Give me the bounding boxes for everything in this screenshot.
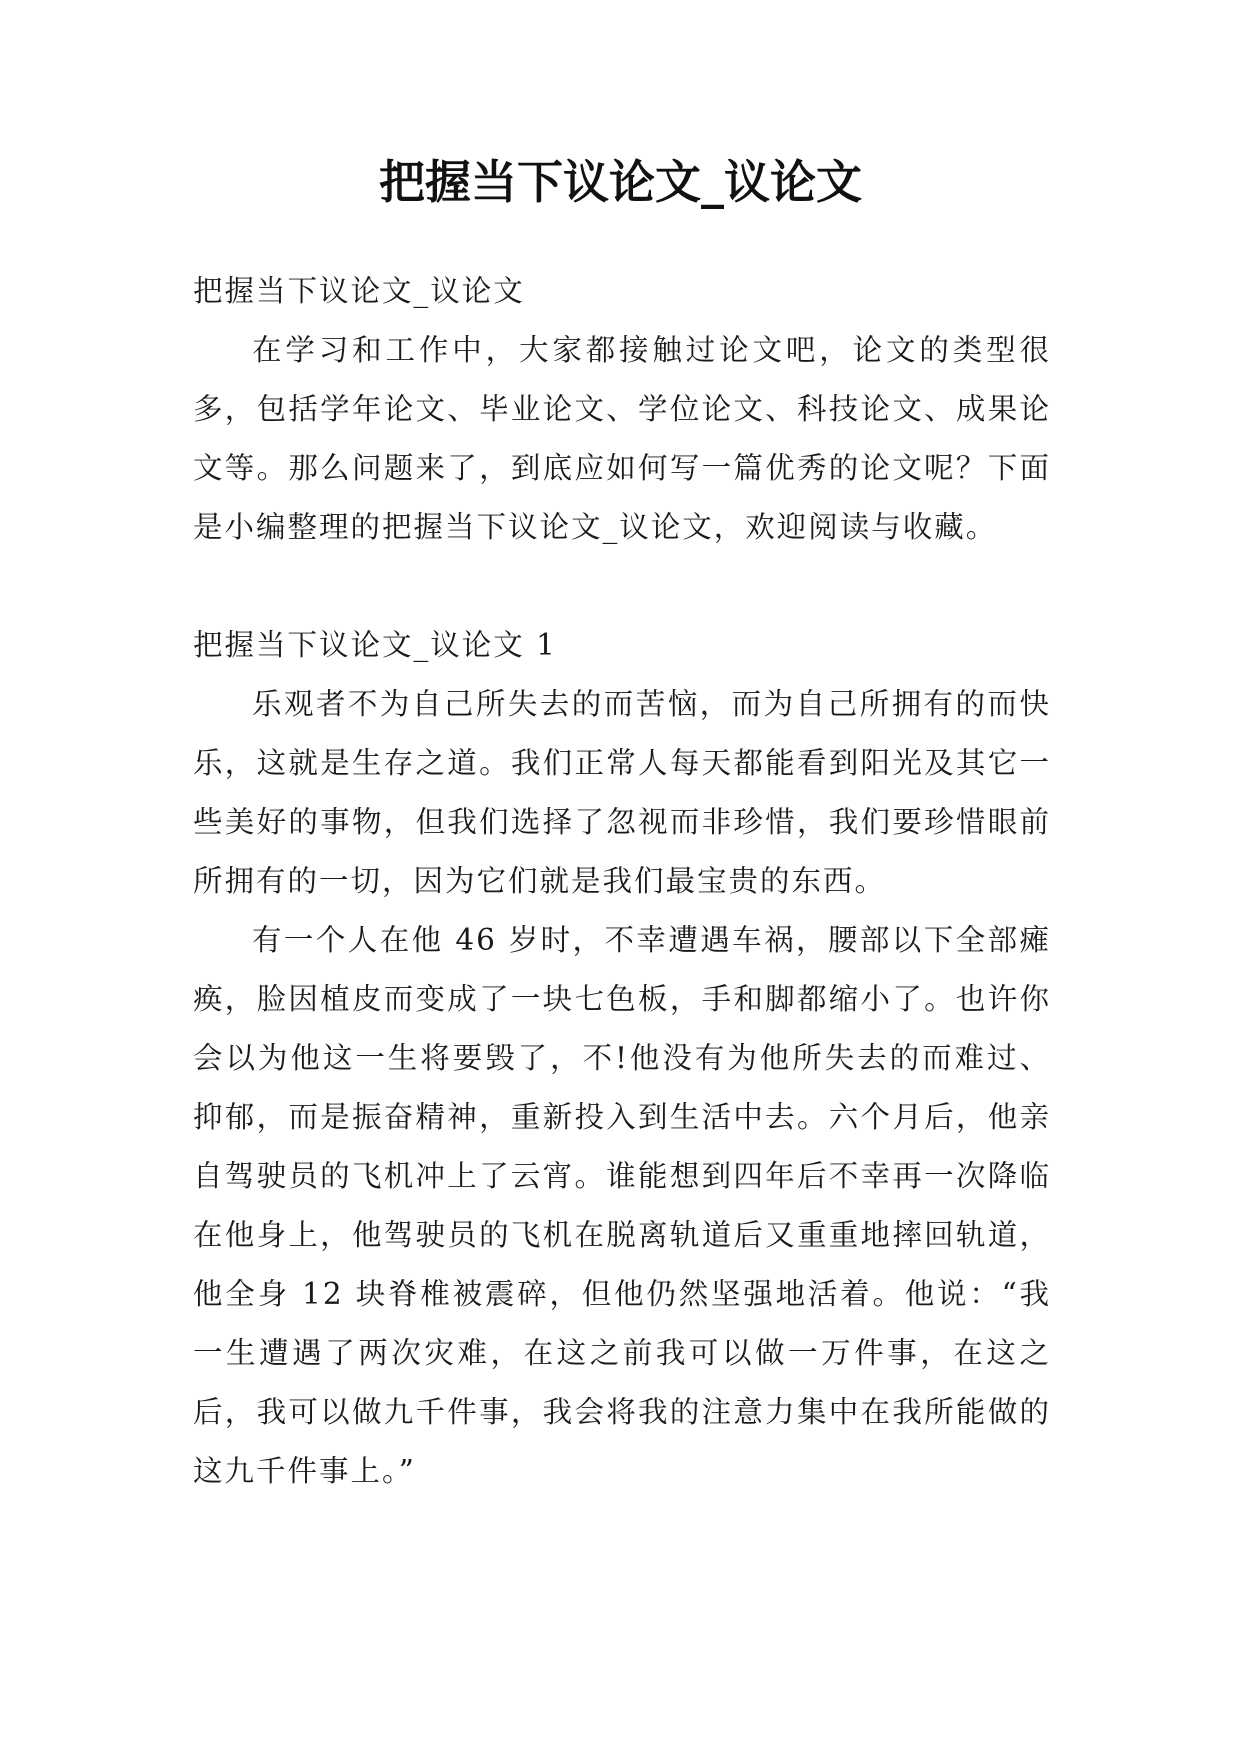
section-paragraph-2: 有一个人在他 46 岁时，不幸遭遇车祸，腰部以下全部瘫痪，脸因植皮而变成了一块七色板，手和脚都缩小了。也许你会以为他这一生将要毁了，不!他没有为他所失去的而难过、抑郁，而是振奋精神，重新投入到生活中去。六个月后，他亲自驾驶员的飞机冲上了云宵。谁能想到四年后不幸再一次降临在他身上，他驾驶员的飞机在脱离轨道后又重重地摔回轨道，他全身 12 块脊椎被震碎，但他仍然坚强地活着。他说：“我一生遭遇了两次灾难，在这之前我可以做一万件事，在这之后，我可以做九千件事，我会将我的注意力集中在我所能做的这九千件事上。”	[193, 923, 1051, 1488]
intro-paragraph: 在学习和工作中，大家都接触过论文吧，论文的类型很多，包括学年论文、毕业论文、学位论文、科技论文、成果论文等。那么问题来了，到底应如何写一篇优秀的论文呢？下面是小编整理的把握当下议论文_议论文，欢迎阅读与收藏。	[193, 333, 1051, 544]
document-heading: 把握当下议论文_议论文	[193, 274, 525, 308]
document-body	[193, 262, 1051, 1501]
document-title: 把握当下议论文_议论文	[379, 155, 862, 209]
section-paragraph-1: 乐观者不为自己所失去的而苦恼，而为自己所拥有的而快乐，这就是生存之道。我们正常人每天都能看到阳光及其它一些美好的事物，但我们选择了忽视而非珍惜，我们要珍惜眼前所拥有的一切，因为它们就是我们最宝贵的东西。	[193, 687, 1051, 898]
section-heading: 把握当下议论文_议论文 1	[193, 628, 557, 662]
